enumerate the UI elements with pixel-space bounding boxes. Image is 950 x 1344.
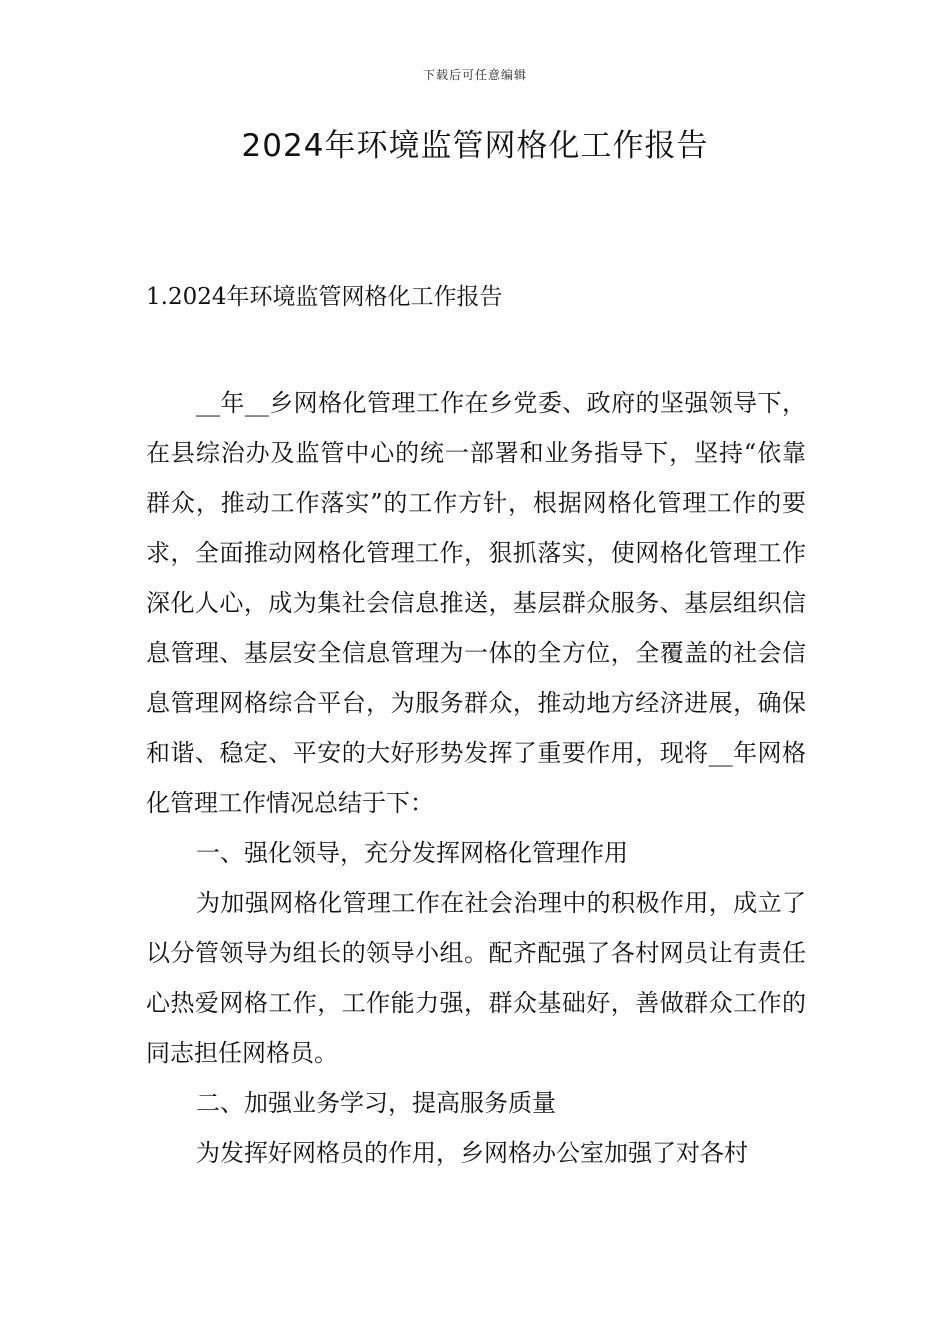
document-body [146,378,806,1178]
body-paragraph: 为发挥好网格员的作用，乡网格办公室加强了对各村 [196,1139,748,1167]
section-heading: 1.2024年环境监管网格化工作报告 [146,284,503,310]
subheading-two: 二、加强业务学习，提高服务质量 [196,1089,556,1117]
document-title: 2024年环境监管网格化工作报告 [241,128,709,164]
subheading-one: 一、强化领导，充分发挥网格化管理作用 [196,839,628,867]
body-paragraph: 为加强网格化管理工作在社会治理中的积极作用，成立了以分管领导为组长的领导小组。配齐配强了各村网员让有责任心热爱网格工作，工作能力强，群众基础好，善做群众工作的同志担任网格员。 [146,889,806,1067]
header-note: 下载后可任意编辑 [422,68,527,82]
body-paragraph: __年__乡网格化管理工作在乡党委、政府的坚强领导下，在县综治办及监管中心的统一部署和业务指导下，坚持“依靠群众，推动工作落实”的工作方针，根据网格化管理工作的要求，全面推动网格化管理工作，狠抓落实，使网格化管理工作深化人心，成为集社会信息推送，基层群众服务、基层组织信息管理、基层安全信息管理为一体的全方位，全覆盖的社会信息管理网格综合平台，为服务群众，推动地方经济进展，确保和谐、稳定、平安的大好形势发挥了重要作用，现将__年网格化管理工作情况总结于下： [146,389,806,817]
